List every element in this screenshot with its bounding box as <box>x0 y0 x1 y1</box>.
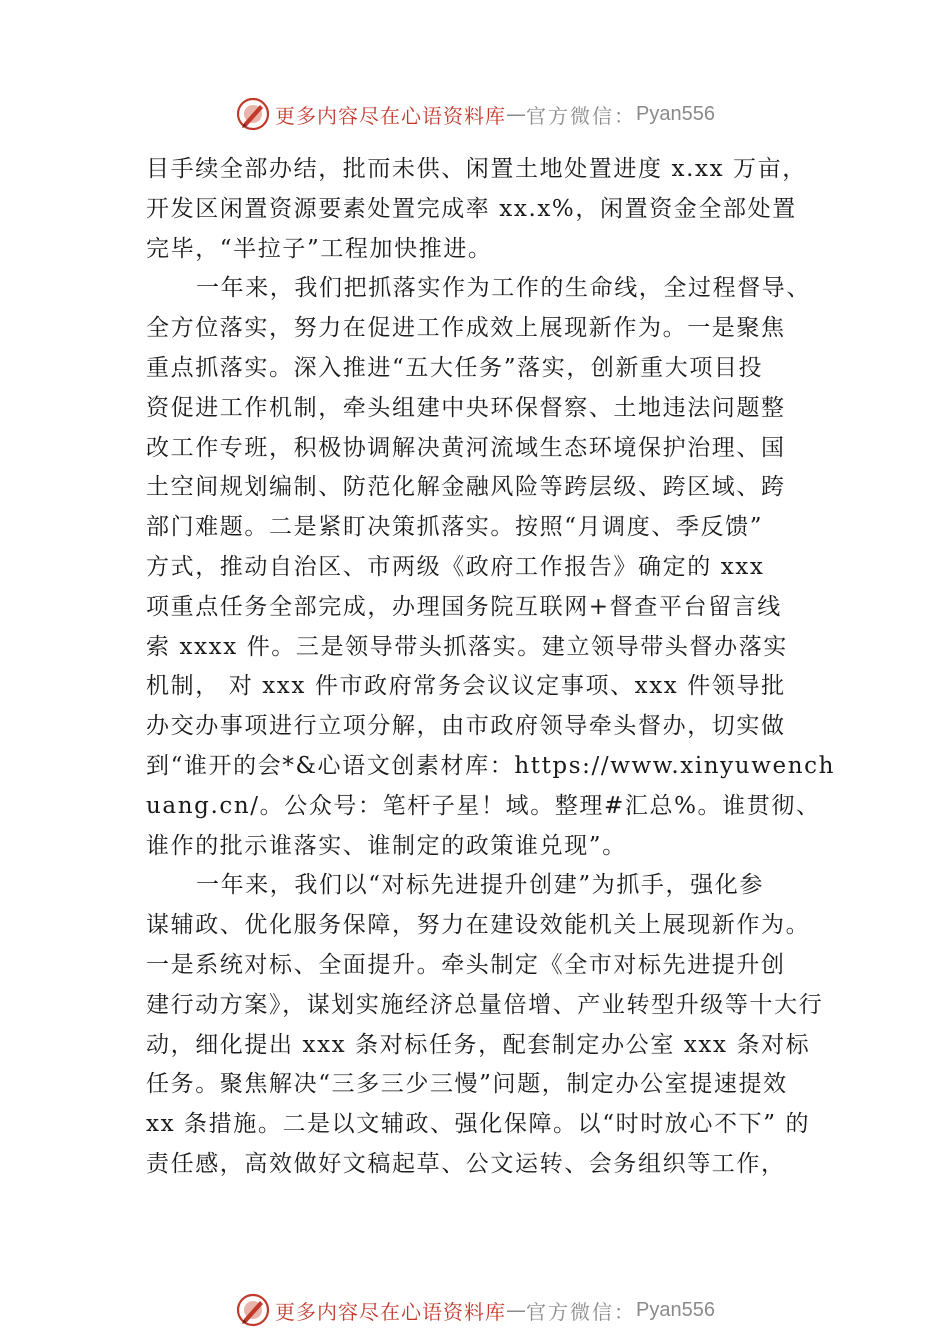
paragraph-start-line: 一年来，我们以“对标先进提升创建”为抓手，强化参 <box>196 872 764 899</box>
text-line: 改工作专班，积极协调解决黄河流域生态环境保护治理、国 <box>146 434 786 461</box>
text-line: 办交办事项进行立项分解，由市政府领导牵头督办，切实做 <box>146 713 786 740</box>
text-line: 谋辅政、优化服务保障，努力在建设效能机关上展现新作为。 <box>146 912 811 939</box>
text-line: 一是系统对标、全面提升。牵头制定《全市对标先进提升创 <box>146 951 786 978</box>
footer-wechat-label: 官方微信： <box>526 1299 637 1324</box>
pen-logo-icon <box>235 1292 271 1328</box>
text-line: 机制， 对 xxx 件市政府常务会议议定事项、xxx 件领导批 <box>146 673 786 700</box>
footer-banner <box>0 1290 950 1330</box>
text-line: 开发区闲置资源要素处置完成率 xx.x%，闲置资金全部处置 <box>146 195 797 222</box>
text-line: 建行动方案》，谋划实施经济总量倍增、产业转型升级等十大行 <box>146 991 824 1018</box>
text-line: 目手续全部办结，批而未供、闲置土地处置进度 x.xx 万亩， <box>146 156 807 182</box>
text-line: 责任感，高效做好文稿起草、公文运转、会务组织等工作， <box>146 1150 786 1177</box>
text-line: 土空间规划编制、防范化解金融风险等跨层级、跨区域、跨 <box>146 474 786 501</box>
text-line: 项重点任务全部完成，办理国务院互联网+督查平台留言线 <box>146 593 782 620</box>
text-line: 全方位落实，努力在促进工作成效上展现新作为。一是聚焦 <box>146 315 786 342</box>
footer-separator: — <box>506 1298 527 1322</box>
text-line: 到“谁开的会*&心语文创素材库：https://www.xinyuwench <box>146 752 835 779</box>
text-line: xx 条措施。二是以文辅政、强化保障。以“时时放心不下” 的 <box>146 1111 811 1138</box>
header-separator: — <box>506 102 527 126</box>
document-body <box>146 150 835 1185</box>
text-line: 动，细化提出 xxx 条对标任务，配套制定办公室 xxx 条对标 <box>146 1031 811 1058</box>
text-line: 完毕，“半拉子”工程加快推进。 <box>146 235 493 262</box>
text-line: 部门难题。二是紧盯决策抓落实。按照“月调度、季反馈” <box>146 514 764 541</box>
text-line: 方式，推动自治区、市两级《政府工作报告》确定的 xxx <box>146 553 765 580</box>
footer-brand: 更多内容尽在心语资料库 <box>275 1299 507 1324</box>
header-wechat-label: 官方微信： <box>526 103 637 128</box>
header-banner <box>0 94 950 134</box>
text-line: 索 xxxx 件。三是领导带头抓落实。建立领导带头督办落实 <box>146 633 788 660</box>
footer-wechat-id: Pyan556 <box>636 1298 715 1321</box>
text-line: 资促进工作机制，牵头组建中央环保督察、土地违法问题整 <box>146 394 786 421</box>
text-line: 任务。聚焦解决“三多三少三慢”问题，制定办公室提速提效 <box>146 1071 788 1098</box>
header-wechat-id: Pyan556 <box>636 102 715 125</box>
text-line: 谁作的批示谁落实、谁制定的政策谁兑现”。 <box>146 832 627 859</box>
paragraph-start-line: 一年来，我们把抓落实作为工作的生命线，全过程督导、 <box>196 275 811 302</box>
pen-logo-icon <box>235 96 271 132</box>
text-line: uang.cn/。公众号：笔杆子星！域。整理#汇总%。谁贯彻、 <box>146 792 821 819</box>
header-brand: 更多内容尽在心语资料库 <box>275 103 507 128</box>
text-line: 重点抓落实。深入推进“五大任务”落实，创新重大项目投 <box>146 354 764 381</box>
